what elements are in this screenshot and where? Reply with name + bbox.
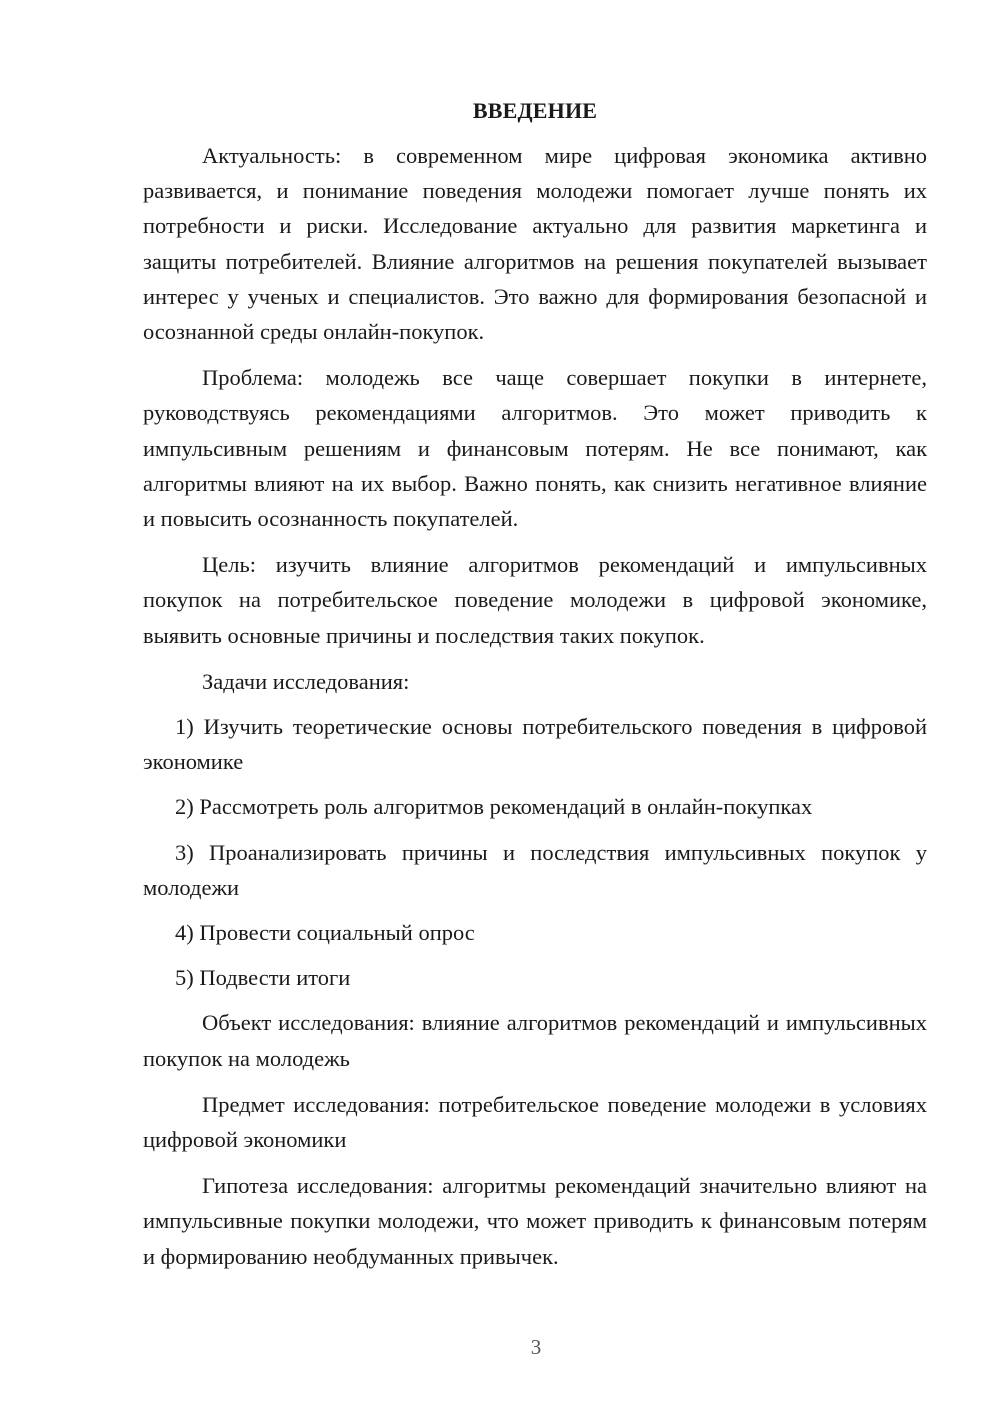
object-paragraph: Объект исследования: влияние алгоритмов рекомендаций и импульсивных покупок на молодежь — [143, 1010, 927, 1071]
section-title: ВВЕДЕНИЕ — [472, 98, 598, 123]
hypothesis-paragraph: Гипотеза исследования: алгоритмы рекомендаций значительно влияют на импульсивные покупки молодежи, что может приводить к финансовым потерям и формированию необдуманных привычек. — [143, 1173, 927, 1269]
task-item-2: 2) Рассмотреть роль алгоритмов рекомендаций в онлайн-покупках — [175, 794, 813, 820]
page-content — [143, 96, 927, 1285]
problem-paragraph: Проблема: молодежь все чаще совершает покупки в интернете, руководствуясь рекомендациями алгоритмов. Это может приводить к импульсивным решениям и финансовым потерям. Не все понимают, как алгоритмы влияют на их выбор. Важно понять, как снизить негативное влияние и повысить осознанность покупателей. — [143, 365, 927, 532]
task-item-1: 1) Изучить теоретические основы потребительского поведения в цифровой экономике — [143, 714, 927, 775]
tasks-heading: Задачи исследования: — [202, 668, 410, 694]
task-item-5: 5) Подвести итоги — [175, 965, 351, 991]
page-number: 3 — [530, 1335, 542, 1359]
relevance-paragraph: Актуальность: в современном мире цифровая экономика активно развивается, и понимание поведения молодежи помогает лучше понять их потребности и риски. Исследование актуально для развития маркетинга и защиты потребителей. Влияние алгоритмов на решения покупателей вызывает интерес у ученых и специалистов. Это важно для формирования безопасной и осознанной среды онлайн-покупок. — [143, 143, 927, 345]
subject-paragraph: Предмет исследования: потребительское поведение молодежи в условиях цифровой экономики — [143, 1091, 927, 1153]
task-item-3: 3) Проанализировать причины и последствия импульсивных покупок у молодежи — [143, 839, 927, 900]
task-item-4: 4) Провести социальный опрос — [175, 920, 475, 946]
goal-paragraph: Цель: изучить влияние алгоритмов рекомендаций и импульсивных покупок на потребительское поведение молодежи в цифровой экономике, выявить основные причины и последствия таких покупок. — [143, 552, 927, 648]
